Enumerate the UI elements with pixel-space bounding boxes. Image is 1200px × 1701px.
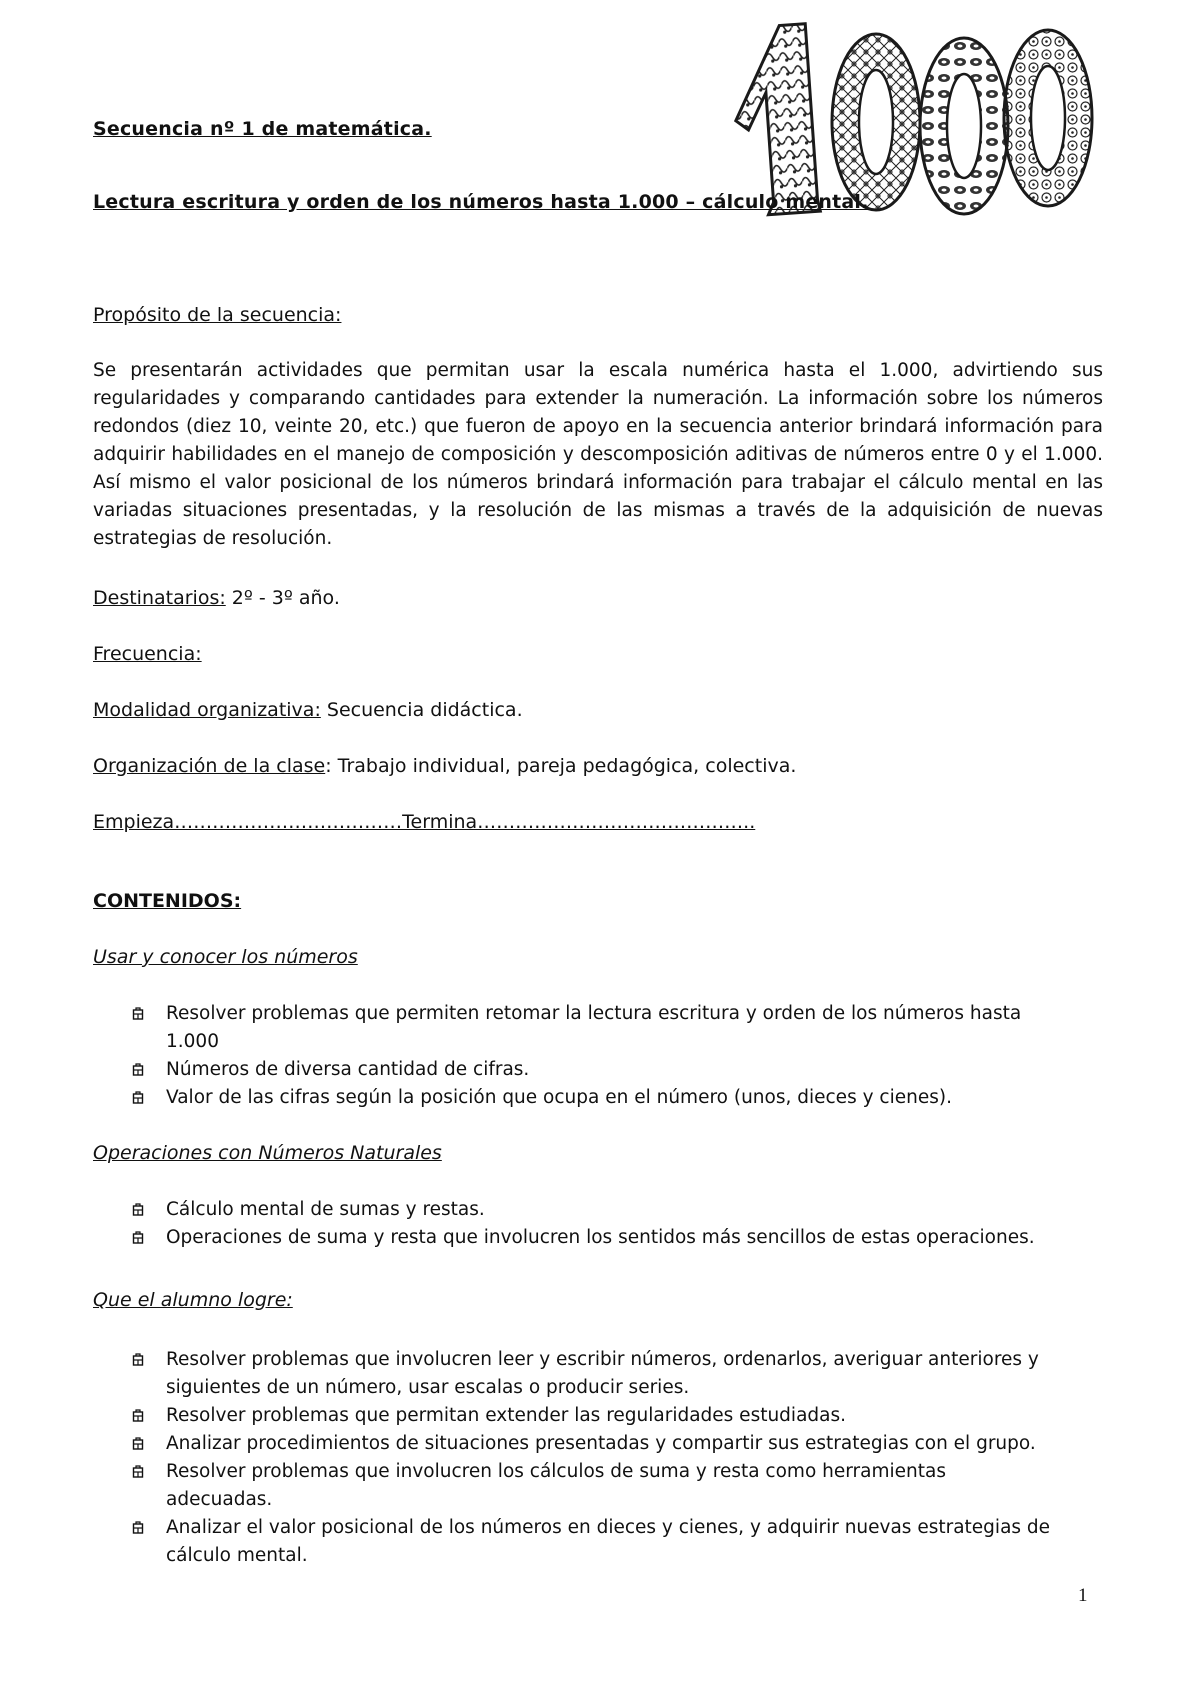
schedule-field	[93, 811, 755, 833]
bullet-icon	[132, 1231, 144, 1245]
page-number: 1	[1078, 1585, 1088, 1606]
list-item	[128, 1402, 1058, 1430]
section2-list	[128, 1196, 1058, 1252]
schedule-line: Empieza………………………………Termina……………………………………..	[93, 811, 756, 833]
modality-value: Secuencia didáctica.	[320, 699, 523, 721]
list-item	[128, 1084, 1058, 1112]
list-item-text: Números de diversa cantidad de cifras.	[166, 1059, 530, 1080]
bullet-icon	[132, 1465, 144, 1479]
list-item	[128, 1346, 1058, 1402]
bullet-icon	[132, 1203, 144, 1217]
document-title: Secuencia nº 1 de matemática.	[93, 118, 432, 140]
section3-title: Que el alumno logre:	[93, 1289, 293, 1311]
list-item	[128, 1458, 1058, 1514]
list-item-text: Analizar procedimientos de situaciones presentadas y compartir sus estrategias con el grupo.	[166, 1433, 1036, 1454]
list-item-text: Resolver problemas que involucren los cálculos de suma y resta como herramientas adecuadas.	[166, 1461, 946, 1510]
recipients-label: Destinatarios:	[93, 587, 226, 609]
list-item-text: Analizar el valor posicional de los números en dieces y cienes, y adquirir nuevas estrategias de cálculo mental.	[166, 1517, 1051, 1566]
list-item	[128, 1514, 1058, 1570]
bullet-icon	[132, 1007, 144, 1021]
list-item	[128, 1000, 1058, 1056]
list-item	[128, 1056, 1058, 1084]
contents-heading: CONTENIDOS:	[93, 890, 242, 912]
purpose-paragraph: Se presentarán actividades que permitan usar la escala numérica hasta el 1.000, advirtiendo sus regularidades y comparando cantidades para extender la numeración. La información sobre los números redondos (diez 10, veinte 20, etc.) que fueron de apoyo en la secuencia anterior brindará información para adquirir habilidades en el manejo de composición y descomposición aditivas de números entre 0 y el 1.000. Así mismo el valor posicional de los números brindará información para trabajar el cálculo mental en las variadas situaciones presentadas, y la resolución de las mismas a través de la adquisición de nuevas estrategias de resolución.	[93, 360, 1103, 549]
purpose-heading: Propósito de la secuencia:	[93, 304, 342, 326]
list-item-text: Resolver problemas que permitan extender las regularidades estudiadas.	[166, 1405, 847, 1426]
section1-title: Usar y conocer los números	[93, 946, 358, 968]
list-item	[128, 1196, 1058, 1224]
decorative-1000-logo	[728, 22, 1098, 218]
recipients-field	[93, 587, 340, 609]
class-organization-value: : Trabajo individual, pareja pedagógica, colectiva.	[325, 755, 797, 777]
bullet-icon	[132, 1521, 144, 1535]
modality-field	[93, 699, 523, 721]
section2-title: Operaciones con Números Naturales	[93, 1142, 442, 1164]
bullet-icon	[132, 1353, 144, 1367]
document-subtitle: Lectura escritura y orden de los números hasta 1.000 – cálculo mental.	[93, 191, 869, 213]
frequency-field	[93, 643, 202, 665]
list-item-text: Valor de las cifras según la posición que ocupa en el número (unos, dieces y cienes).	[166, 1087, 952, 1108]
list-item	[128, 1224, 1058, 1252]
class-organization-field	[93, 755, 796, 777]
section1-list	[128, 1000, 1058, 1112]
frequency-label: Frecuencia:	[93, 643, 202, 665]
list-item-text: Cálculo mental de sumas y restas.	[166, 1199, 485, 1220]
bullet-icon	[132, 1063, 144, 1077]
class-organization-label: Organización de la clase	[93, 755, 326, 777]
modality-label: Modalidad organizativa:	[93, 699, 321, 721]
bullet-icon	[132, 1409, 144, 1423]
list-item	[128, 1430, 1058, 1458]
bullet-icon	[132, 1437, 144, 1451]
bullet-icon	[132, 1091, 144, 1105]
list-item-text: Resolver problemas que involucren leer y escribir números, ordenarlos, averiguar anteriores y siguientes de un número, usar escalas o producir series.	[166, 1349, 1039, 1398]
recipients-value: 2º - 3º año.	[225, 587, 340, 609]
section3-list	[128, 1346, 1058, 1570]
list-item-text: Operaciones de suma y resta que involucren los sentidos más sencillos de estas operaciones.	[166, 1227, 1035, 1248]
list-item-text: Resolver problemas que permiten retomar la lectura escritura y orden de los números hasta 1.000	[166, 1003, 1022, 1052]
